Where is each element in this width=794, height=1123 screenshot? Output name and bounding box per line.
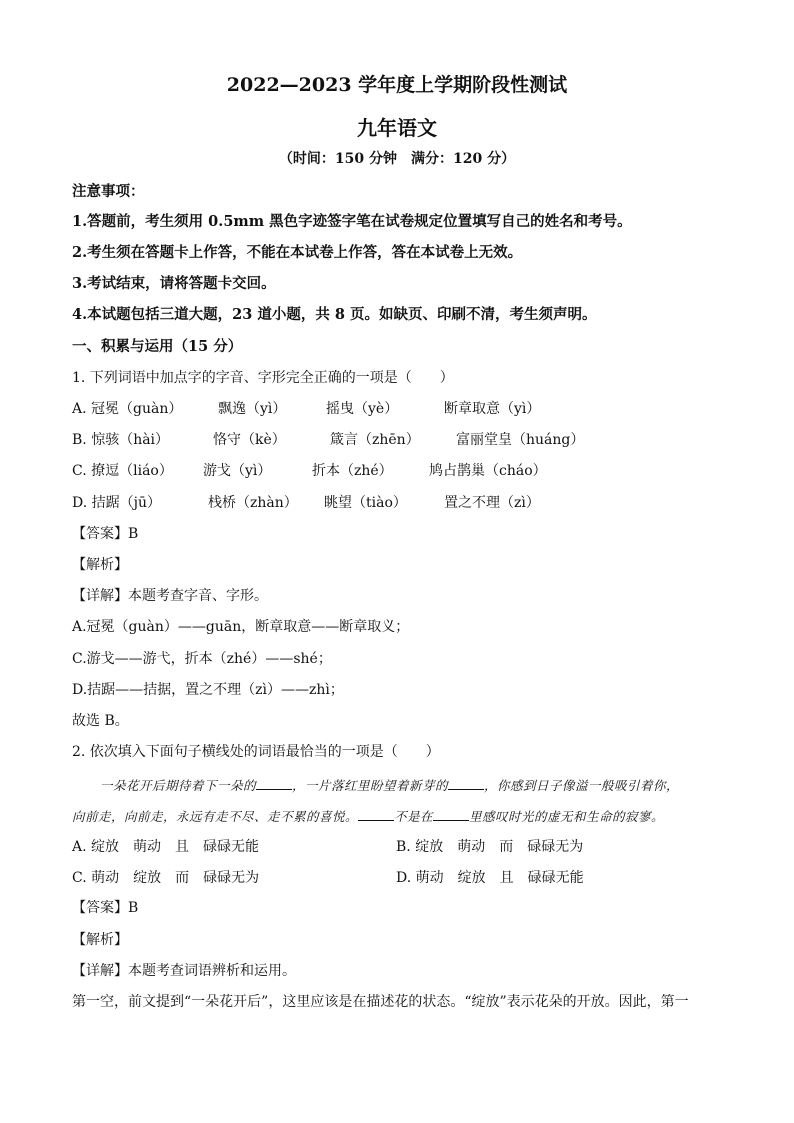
q1-b-2: 恪守（kè） (213, 432, 286, 448)
q1-detail-a: A.冠冕（guàn）——guān，断章取意——断章取义； (72, 619, 410, 635)
q1-d-2: 栈桥（zhàn） (208, 495, 298, 511)
notice-item-1: 1.答题前，考生须用 0.5mm 黑色字迹签字笔在试卷规定位置填写自己的姓名和考号。 (72, 213, 632, 230)
question-2-stem: 2. 依次填入下面句子横线处的词语最恰当的一项是（ ） (72, 744, 440, 760)
q1-a-2: 飘逸（yì） (218, 401, 287, 417)
q1-c-3: 折本（zhé） (312, 463, 393, 479)
q2-detail: 【详解】本题考查词语辨析和运用。 (72, 963, 296, 979)
q2-option-a: A. 绽放 萌动 且 碌碌无能 (72, 839, 260, 855)
q1-detail-d: D.拮踞——拮据，置之不理（zì）——zhì； (72, 682, 344, 698)
question-1-stem: 1. 下列词语中加点字的字音、字形完全正确的一项是（ ） (72, 370, 454, 386)
notice-heading: 注意事项： (72, 183, 145, 200)
q1-detail-c: C.游戈——游弋，折本（zhé）——shé； (72, 651, 332, 667)
notice-item-3: 3.考试结束，请将答题卡交回。 (72, 275, 276, 292)
q1-analysis-label: 【解析】 (72, 557, 128, 573)
section-heading: 一、积累与运用（15 分） (72, 338, 243, 355)
q1-d-3: 眺望（tiào） (324, 495, 407, 511)
q2-passage-line-2: 向前走，向前走，永远有走不尽、走不累的喜悦。 不是在 里感叹时光的虚无和生命的寂寥。 (72, 809, 665, 824)
q1-c-1: C. 撩逗（liáo） (72, 463, 173, 479)
q2-analysis-label: 【解析】 (72, 932, 128, 948)
q2-passage (72, 770, 722, 832)
q2-option-d: D. 萌动 绽放 且 碌碌无能 (396, 870, 584, 886)
exam-time-score: （时间：150 分钟 满分：120 分） (278, 151, 516, 167)
q1-c-4: 鸠占鹊巢（cháo） (429, 463, 547, 479)
q1-answer: 【答案】B (72, 526, 139, 542)
q1-d-4: 置之不理（zì） (444, 495, 540, 511)
q1-a-4: 断章取意（yì） (444, 401, 541, 417)
exam-title: 2022—2023 学年度上学期阶段性测试 (226, 74, 568, 96)
q1-b-3: 箴言（zhēn） (330, 432, 420, 448)
q2-explanation: 第一空，前文提到“一朵花开后”，这里应该是在描述花的状态。“绽放”表示花朵的开放。因此，第一 (72, 994, 689, 1010)
notice-item-2: 2.考生须在答题卡上作答，不能在本试卷上作答，答在本试卷上无效。 (72, 244, 523, 261)
q2-answer: 【答案】B (72, 900, 139, 916)
q2-option-b: B. 绽放 萌动 而 碌碌无为 (396, 839, 584, 855)
q1-a-1: A. 冠冕（guàn） (72, 401, 183, 417)
q1-a-3: 摇曳（yè） (326, 401, 399, 417)
notice-item-4: 4.本试题包括三道大题，23 道小题，共 8 页。如缺页、印刷不清，考生须声明。 (72, 306, 597, 323)
q1-detail: 【详解】本题考查字音、字形。 (72, 588, 268, 604)
q2-option-c: C. 萌动 绽放 而 碌碌无为 (72, 870, 260, 886)
q1-c-2: 游戈（yì） (203, 463, 272, 479)
exam-subject: 九年语文 (357, 116, 437, 140)
q1-b-4: 富丽堂皇（huáng） (456, 432, 585, 448)
q2-passage-line-1: 一朵花开后期待着下一朵的 ，一片落红里盼望着新芽的 ，你感到日子像溢一般吸引着你， (100, 778, 680, 793)
q1-b-1: B. 惊骇（hài） (72, 432, 170, 448)
q1-d-1: D. 拮踞（jū） (72, 495, 161, 511)
q1-conclusion: 故选 B。 (72, 713, 129, 729)
